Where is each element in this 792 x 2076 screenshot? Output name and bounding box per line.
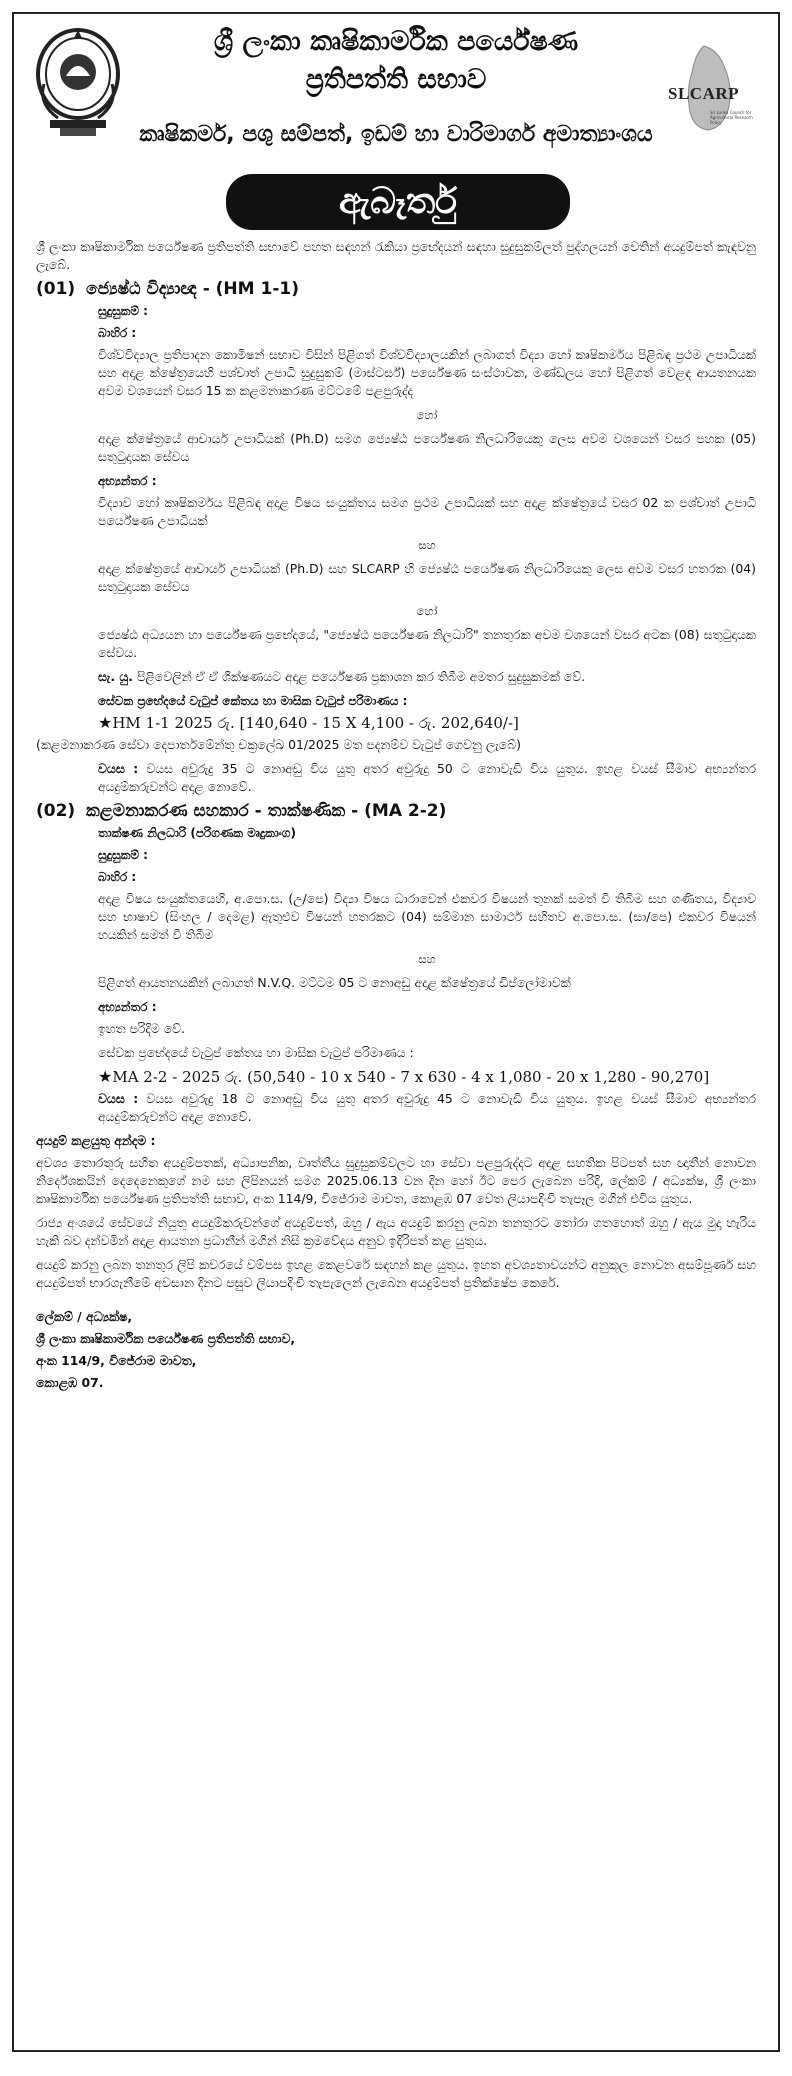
vacancies-banner: ඇබෑර්තු [226,174,570,230]
advertisement-page [12,12,780,2052]
signature-line-4: කොළඹ 07. [36,1375,104,1390]
section-2-internal-para-1: ඉහත පරිදිම වේ. [98,1021,186,1036]
section-1-salary [98,714,756,732]
section-2-title: කළමනාකරණ සහකාර - තාක්ෂණික - (MA 2-2) [86,801,447,821]
section-2-salary [98,1068,756,1086]
how-to-apply-label: අයදුම් කළයුතු අන්දම : [36,1133,156,1148]
section-1-number: (01) [36,279,76,299]
section-1-note [98,668,756,686]
section-2-and-1: සහ [418,952,436,966]
section-1-age-text: වයස අවුරුදු 35 ට නොඅඩු විය යුතු අතර අවුරුදු 50 ට නොවැඩි විය යුතුය. ඉහළ වයස් සීමාව අභ්‍යන්තර අයදුම්කරුවන්ට අදාළ නොවේ. [98,761,756,794]
how-to-apply-para-2: රාජ්‍ය අංශයේ සේවයේ නියුතු අයදුම්කරුවන්ගේ අයදුම්පත්, ඔහු / ඇය අයදුම් කරනු ලබන තනතුරට තෝරා ගතහොත් ඔහු / ඇය මුදා හැරිය හැකි බව දන්වමින් අදාළ ආයතන ප්‍රධානීන් මගින් නිසි ක්‍රමවේදය අනුව ඉදිරිපත් කළ යුතුය. [36,1215,756,1248]
org-title-line1: ශ්‍රී ලංකා කෘෂිකාර්මික පර්යේෂණ [213,26,579,57]
signature-line-3: අංක 114/9, විජේරාම මාවත, [36,1353,197,1368]
section-1-qualifications-label: සුදුසුකම් : [98,304,148,318]
section-1-internal-para-3: ජ්‍යෙෂ්ඨ අධ්‍යයන හා පර්යේෂණ ප්‍රභේදයේ, "ජ්‍යෙෂ්ඨ පර්යේෂණ නිලධාරි" තනතුරක අවම වශයෙන් වසර අටක (08) සතුටුදායක සේවය. [98,627,756,660]
section-1-salary-label: සේවක ප්‍රභේදයේ වැටුප් කේතය හා මාසික වැටුප් පරිමාණය : [98,694,408,708]
intro-text: ශ්‍රී ලංකා කෘෂිකාර්මික පර්යේෂණ ප්‍රතිපත්ති සභාවේ පහත සඳහන් රැකියා ප්‍රභේදයන් සඳහා සුදුසුකම්ලත් පුද්ගලයන් වෙතින් අයදුම්පත් කැඳවනු ලැබේ. [36,239,756,272]
how-to-apply-para-3: අයදුම් කරනු ලබන තනතුර ලිපි කවරයේ වම්පස ඉහළ කෙළවරේ සඳහන් කළ යුතුය. ඉහත අවශ්‍යතාවයන්ට අනුකූල නොවන අසම්පූර්ණ සහ අයදුම්පත් භාරගැනීමේ අවසාන දිනට පසුව ලියාපදිංචි තැපැලෙන් ලැබෙන අයදුම්පත් ප්‍රතික්ෂේප කෙරේ. [36,1257,756,1290]
section-2-subtitle: තාක්ෂණ නිලධාරි (පරිගණක මෘදුකාංග) [98,826,296,840]
slcarp-logo-subtext: Sri Lanka Council for Agricultural Research Policy [710,110,753,125]
section-1-note-label: සැ. යු. [98,669,134,684]
how-to-apply-para-1: අවශ්‍ය තොරතුරු සහිත අයදුම්පතක්, අධ්‍යාපනික, වෘත්තීය සුදුසුකම්වලට හා සේවා පළපුරුද්දට අදාළ සහතික පිටපත් සහ ඥාතීන් නොවන නිර්දේශකයින් දෙදෙනෙකුගේ නම සහ ලිපිනයන් සමග 2025.06.13 වන දින හෝ ඊට පෙර ලැබෙන පරිදි, ලේකම් / අධ්‍යක්ෂ, ශ්‍රී ලංකා කෘෂිකාර්මික පර්යේෂණ ප්‍රතිපත්ති සභාව, අංක 114/9, විජේරාම මාවත, කොළඹ 07 වෙත ලියාපදිංචි තැපෑල මගින් එවිය යුතුය. [36,1155,756,1206]
signature-line-2: ශ්‍රී ලංකා කෘෂිකාර්මික පර්යේෂණ ප්‍රතිපත්ති සභාව, [36,1331,296,1346]
section-2-number: (02) [36,801,76,821]
section-1-internal-para-2: අදාළ ක්ෂේත්‍රයේ ආචාර්ය උපාධියක් (Ph.D) සහ SLCARP හි ජ්‍යෙෂ්ඨ පර්යේෂණ නිලධාරියෙකු ලෙස අවම වසර හතරක (04) සතුටුදායක සේවය [98,561,756,594]
section-1-body [36,302,756,796]
section-1-age [98,760,756,796]
section-2-age [98,1090,756,1126]
section-1-internal-label: අභ්‍යන්තර : [98,474,157,488]
section-2-internal-label: අභ්‍යන්තර : [98,1000,157,1014]
star-bullet-icon: ★ [98,713,113,732]
section-2-qualifications-label: සුදුසුකම් : [98,848,148,862]
advertisement-body [14,238,778,1394]
section-2-external-label: බාහිර : [98,870,137,884]
section-1-external-para-1: විශ්වවිද්‍යාල ප්‍රතිපාදන කොමිෂන් සභාව විසින් පිළිගත් විශ්වවිද්‍යාලයකින් ලබාගත් විද්‍යා හෝ කෘෂිකර්මය පිළිබඳ ප්‍රථම උපාධියක් සහ අදාළ ක්ෂේත්‍රයෙහි පශ්චාත් උපාධි සුදුසුකම් (මාස්ටර්ස්) පර්යේෂණ සංස්ථාවක, මණ්ඩලය හෝ පිළිගත් වෙළඳ ආයතනයක අවම වශයෙන් වසර 15 ක කළමනාකරණ මට්ටමේ පළපුරුද්ද [98,347,756,398]
section-2-external-para-1: අදාළ විෂය සංයුක්තයෙහි, අ.පො.ස. (උ/පෙ) විද්‍යා විෂය ධාරාවෙන් එකවර විෂයන් තුනක් සමත් වී තිබීම සහ ගණිතය, විද්‍යාව සහ භාෂාව (සිංහල / දෙමළ) ඇතුළුව විෂයන් හතරකට (04) සම්මාන සාමාර්ථ සහිතව අ.පො.ස. (සා/පෙ) එකවර විෂයන් හයකින් සමත් වී තිබීම [98,891,756,942]
section-2-body [36,824,756,1126]
slcarp-logo-text: SLCARP [668,84,740,103]
section-2-salary-text: MA 2-2 - 2025 රු. (50,540 - 10 x 540 - 7 x 630 - 4 x 1,080 - 20 x 1,280 - 90,270] [112,1068,710,1086]
section-1-salary-note: (කළමනාකරණ සේවා දෙපාර්තමේන්තු චක්‍රලේඛ 01/2025 මත පදනම්ව වැටුප් ගෙවනු ලැබේ) [36,737,521,752]
section-2-age-text: වයස අවුරුදු 18 ට නොඅඩු විය යුතු අතර අවුරුදු 45 ට නොවැඩි විය යුතුය. ඉහළ වයස් සීමාව අභ්‍යන්තර අයදුම්කරුවන්ට අදාළ නොවේ. [98,1091,756,1124]
section-1-heading [36,280,756,298]
section-1-salary-text: HM 1-1 2025 රු. [140,640 - 15 X 4,100 - රු. 202,640/-] [112,714,519,732]
section-1-or-1: හෝ [416,408,438,422]
section-1-or-2: හෝ [416,604,438,618]
section-2-heading [36,802,756,820]
section-1-and-1: සහ [418,538,436,552]
section-1-title: ජ්‍යෙෂ්ඨ විද්‍යාඥ - (HM 1-1) [86,279,299,299]
section-1-note-text: පිළිවෙලින් ඒ ඒ ශික්ෂණයට අදාළ පර්යේෂණ ප්‍රකාශන කර තිබීම අමතර සුදුසුකමක් වේ. [136,669,586,684]
header [14,14,778,236]
section-1-external-para-2: අදාළ ක්ෂේත්‍රයේ ආචාර්ය උපාධියක් (Ph.D) සමග ජ්‍යෙෂ්ඨ පර්යේෂණ නිලධාරියෙකු ලෙස අවම වශයෙන් වසර පහක (05) සතුටුදායක සේවය [98,431,756,464]
section-2-age-label: වයස : [98,1091,139,1106]
section-1-age-label: වයස : [98,761,139,776]
section-1-external-label: බාහිර : [98,326,137,340]
section-2-external-para-2: පිළිගත් ආයතනයකින් ලබාගත් N.V.Q. මට්ටම 05 ට නොඅඩු අදාළ ක්ෂේත්‍රයේ ඩිප්ලෝමාවක් [98,975,571,990]
star-bullet-icon: ★ [98,1067,113,1086]
org-title-line2: ප්‍රතිපත්ති සභාව [305,64,487,95]
section-1-internal-para-1: විද්‍යාව හෝ කෘෂිකර්මය පිළිබඳ අදාළ විෂය සංයුක්තය සමග ප්‍රථම උපාධියක් සහ අදාළ ක්ෂේත්‍රයේ වසර 02 ක පශ්චාත් උපාධි පර්යේෂණ උපාධියක් [98,495,756,528]
section-2-salary-label: සේවක ප්‍රභේදයේ වැටුප් කේතය හා මාසික වැටුප් පරිමාණය : [98,1045,414,1060]
signature-line-1: ලේකම් / අධ්‍යක්ෂ, [36,1309,133,1324]
ministry-title: කෘෂිකර්ම, පශු සම්පත්, ඉඩම් හා වාරිමාර්ග අමාත්‍යාංශය [139,122,653,147]
